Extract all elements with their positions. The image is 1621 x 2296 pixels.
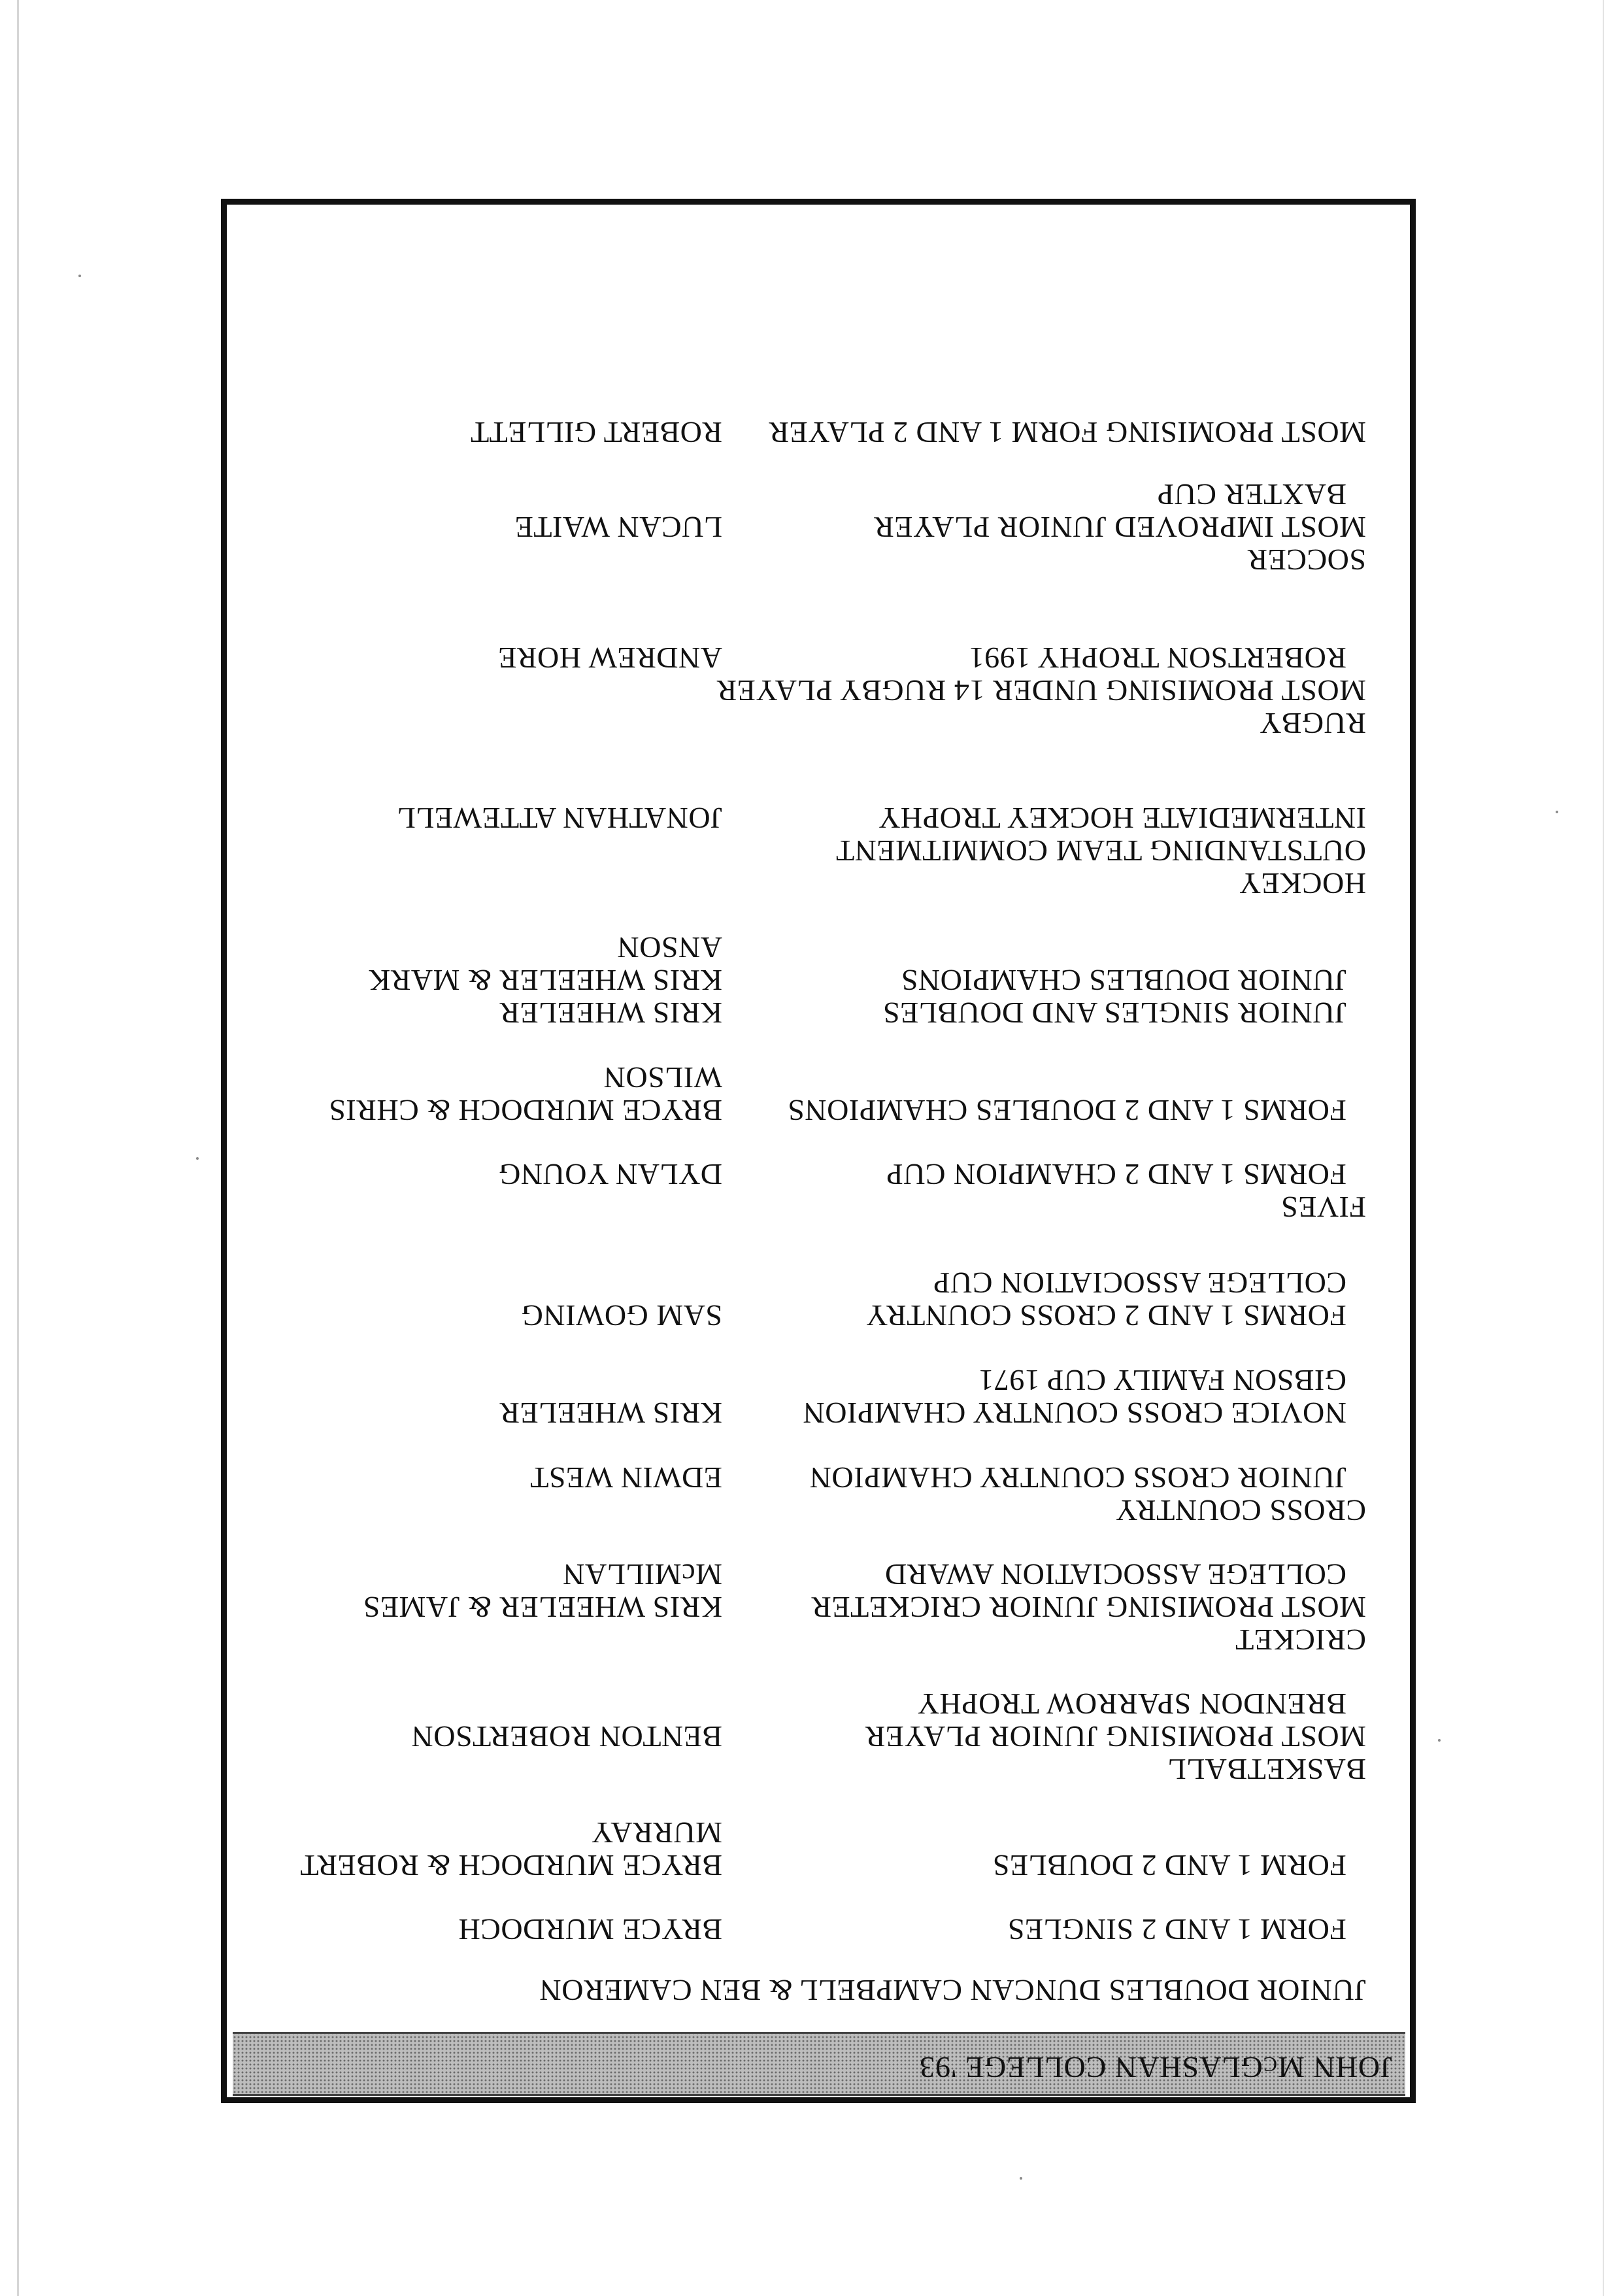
award-winner: KRIS WHEELER <box>499 1396 722 1430</box>
award-winner: EDWIN WEST <box>529 1461 722 1494</box>
award-winner: JONATHAN ATTEWELL <box>397 802 722 835</box>
award-title: FORMS 1 AND 2 CHAMPION CUP <box>886 1158 1346 1191</box>
award-title: MOST PROMISING JUNIOR PLAYER <box>865 1720 1366 1753</box>
section-heading: SOCCER <box>1247 543 1366 577</box>
award-winner: ANDREW HORE <box>497 641 722 675</box>
section-heading: FIVES <box>1280 1190 1366 1224</box>
award-winner: MURRAY <box>591 1816 722 1849</box>
award-title: MOST PROMISING FORM 1 AND 2 PLAYER <box>768 416 1366 449</box>
trophy-name: BAXTER CUP <box>1157 478 1346 511</box>
award-title: MOST IMPROVED JUNIOR PLAYER <box>873 511 1366 544</box>
award-winner: KRIS WHEELER <box>499 996 722 1030</box>
junior-doubles-line: JUNIOR DOUBLES DUNCAN CAMPBELL & BEN CAMERON <box>539 1974 1366 2007</box>
award-title: JUNIOR CROSS COUNTRY CHAMPION <box>809 1461 1346 1494</box>
award-title: FORM 1 AND 2 SINGLES <box>1007 1913 1346 1946</box>
award-winner: BRYCE MURDOCH <box>458 1913 722 1946</box>
award-title: OUTSTANDING TEAM COMMITMENT <box>835 834 1366 868</box>
section-heading: RUGBY <box>1259 707 1366 740</box>
section-heading: CRICKET <box>1235 1623 1366 1657</box>
award-title: FORMS 1 AND 2 DOUBLES CHAMPIONS <box>787 1094 1346 1127</box>
award-winner: BENTON ROBERTSON <box>411 1720 722 1753</box>
trophy-name: ROBERTSON TROPHY 1991 <box>969 641 1346 675</box>
award-winner: LUCAN WAITE <box>514 511 722 544</box>
banner-title: JOHN McGLASHAN COLLEGE '93 <box>919 2051 1392 2084</box>
trophy-name: BRENDON SPARROW TROPHY <box>917 1687 1346 1721</box>
award-title: FORMS 1 AND 2 CROSS COUNTRY <box>865 1299 1346 1332</box>
award-winner: KRIS WHEELER & MARK <box>368 964 722 997</box>
award-winner: ANSON <box>617 931 722 964</box>
award-winner: DYLAN YOUNG <box>498 1158 722 1191</box>
award-title: JUNIOR DOUBLES CHAMPIONS <box>901 964 1346 997</box>
trophy-name: INTERMEDIATE HOCKEY TROPHY <box>878 802 1366 835</box>
award-winner: McMILLAN <box>562 1558 722 1591</box>
award-winner: SAM GOWING <box>521 1299 722 1332</box>
award-title: MOST PROMISING UNDER 14 RUGBY PLAYER <box>716 674 1366 707</box>
header-banner <box>233 2032 1405 2096</box>
award-title: MOST PROMISING JUNIOR CRICKETER <box>811 1591 1366 1624</box>
section-heading: BASKETBALL <box>1167 1753 1366 1786</box>
section-heading: HOCKEY <box>1239 867 1366 900</box>
award-winner: ROBERT GILLETT <box>470 416 722 449</box>
award-title: NOVICE CROSS COUNTRY CHAMPION <box>803 1396 1346 1430</box>
award-winner: KRIS WHEELER & JAMES <box>363 1591 722 1624</box>
award-winner: BRYCE MURDOCH & CHRIS <box>328 1094 722 1127</box>
trophy-name: COLLEGE ASSOCIATION AWARD <box>884 1558 1346 1591</box>
award-winner: WILSON <box>603 1061 722 1094</box>
section-heading: CROSS COUNTRY <box>1115 1494 1366 1527</box>
award-title: FORM 1 AND 2 DOUBLES <box>992 1849 1346 1882</box>
award-title: JUNIOR SINGLES AND DOUBLES <box>882 996 1346 1030</box>
award-winner: BRYCE MURDOCH & ROBERT <box>300 1849 722 1882</box>
trophy-name: COLLEGE ASSOCIATION CUP <box>933 1266 1346 1300</box>
trophy-name: GIBSON FAMILY CUP 1971 <box>978 1364 1346 1397</box>
